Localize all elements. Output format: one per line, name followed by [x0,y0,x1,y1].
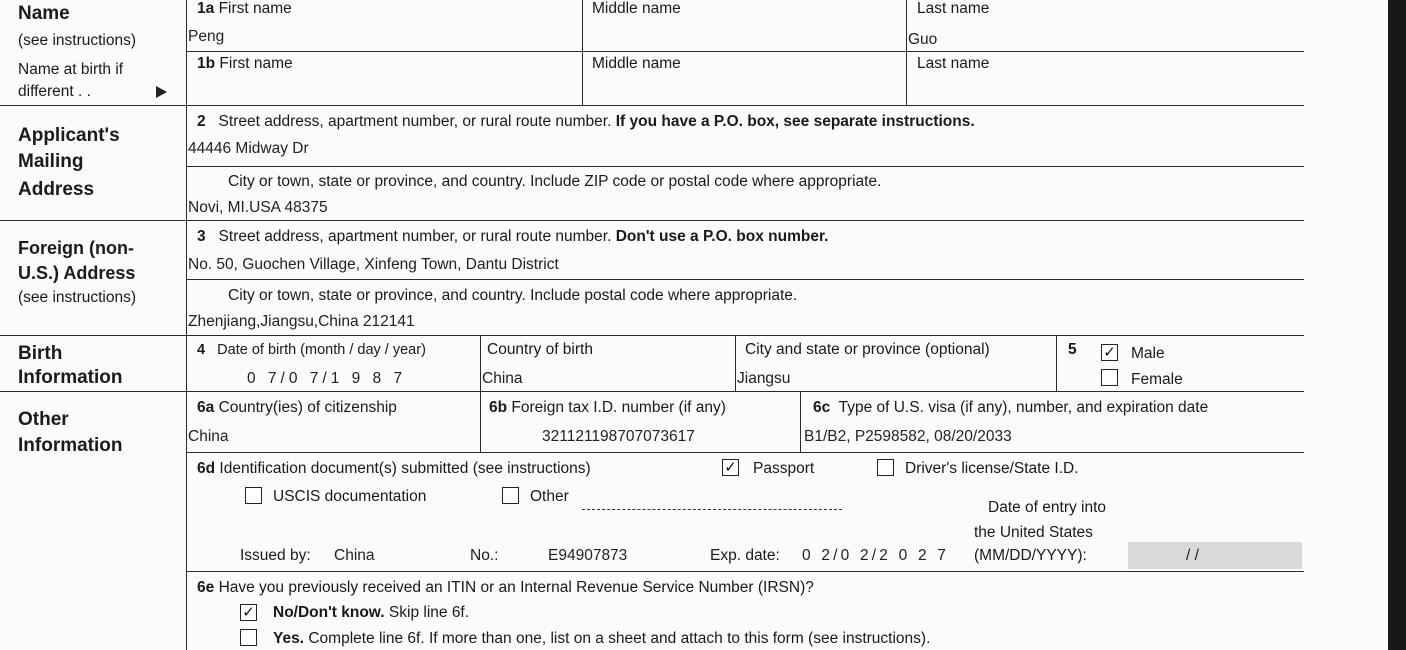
line-6a-label-text: Country(ies) of citizenship [218,399,397,416]
birth-name-heading-line1: Name at birth if [18,61,124,78]
foreign-heading-line2: U.S.) Address [18,263,136,283]
issued-by-field[interactable]: China [334,547,375,564]
entry-date-field[interactable] [1128,542,1302,569]
line-6e-label [197,579,814,597]
birth-name-heading-line2: different . . [18,83,91,100]
line-1b-first-label: First name [219,55,293,72]
line-6b-label [489,399,726,417]
line-2-number: 2 [197,113,206,130]
line-4-dob-label: Date of birth (month / day / year) [217,342,426,358]
rule-name-bottom [0,105,1304,106]
rule-line3-street [186,279,1304,280]
entry-date-value: / / [1186,547,1199,564]
rule-mailing-bottom [0,220,1304,221]
other-document-line[interactable] [582,509,842,510]
yes-checkbox[interactable] [240,629,257,646]
no-dont-know-checkbox[interactable]: ✓ [240,604,257,621]
line-6e-question: Have you previously received an ITIN or an Internal Revenue Service Number (IRSN)? [218,579,814,596]
line-6b-label-text: Foreign tax I.D. number (if any) [511,399,726,416]
uscis-checkbox[interactable] [245,487,262,504]
rule-1a-bottom [186,51,1304,52]
line-6c-label [813,399,1208,417]
line-4-label [197,341,426,359]
other-document-checkbox[interactable] [502,487,519,504]
line-6c-label-text: Type of U.S. visa (if any), number, and expiration date [838,399,1209,416]
line-6d-label [197,460,591,478]
name-section-heading: Name [18,3,70,24]
line-5-number: 5 [1068,341,1077,358]
mailing-street-field[interactable]: 44446 Midway Dr [188,140,309,157]
mailing-city-field[interactable]: Novi, MI.USA 48375 [188,199,328,216]
line-2-label [197,113,975,131]
line-2-city-label: City or town, state or province, and country. Include ZIP code or postal code where appropriate. [228,173,882,190]
entry-date-label-line3: (MM/DD/YYYY): [974,547,1087,564]
line-1b-label [197,55,293,73]
line-6b-number: 6b [489,399,508,416]
country-of-birth-field[interactable]: China [482,370,523,387]
expiration-date-field[interactable]: 0 2/0 2/2 0 2 7 [802,547,950,564]
birth-info-heading-line2: Information [18,367,123,388]
line-1a-middle-label: Middle name [592,0,681,17]
entry-date-label-line1: Date of entry into [988,499,1107,516]
divider-birth-city [735,335,736,391]
heading-column-divider [186,0,187,650]
line-1a-number: 1a [197,0,215,17]
line-6d-number: 6d [197,460,216,477]
other-info-heading-line2: Information [18,435,123,456]
country-of-birth-label: Country of birth [487,341,593,358]
divider-birth-sex [1056,335,1057,391]
other-document-label: Other [530,488,569,505]
line-2-label-bold: If you have a P.O. box, see separate instructions. [615,113,975,130]
document-number-label: No.: [470,547,499,564]
male-checkbox[interactable]: ✓ [1101,344,1118,361]
divider-name-last [906,0,907,105]
rule-birth-bottom [0,391,1304,392]
line-2-label-text: Street address, apartment number, or rural route number. [218,113,612,130]
rule-line2-street [186,166,1304,167]
line-3-label [197,228,828,246]
male-label: Male [1131,345,1165,362]
divider-name-middle [582,0,583,105]
divider-birth-country [480,335,481,452]
line-3-label-bold: Don't use a P.O. box number. [615,228,829,245]
birth-info-heading-line1: Birth [18,343,63,364]
rule-6abc-bottom [186,452,1304,453]
first-name-field[interactable]: Peng [188,28,225,45]
female-checkbox[interactable] [1101,369,1118,386]
foreign-heading-note: (see instructions) [18,289,137,306]
no-dont-know-label [273,604,469,622]
yes-text: Complete line 6f. If more than one, list on a sheet and attach to this form (see instructions). [308,630,931,647]
us-visa-field[interactable]: B1/B2, P2598582, 08/20/2033 [804,428,1012,445]
yes-label [273,630,930,648]
no-dont-know-bold: No/Don't know. [273,604,385,621]
rule-6d-bottom [186,571,1304,572]
drivers-license-label: Driver's license/State I.D. [905,460,1079,477]
line-3-number: 3 [197,228,206,245]
line-6a-number: 6a [197,399,215,416]
passport-label: Passport [753,460,815,477]
entry-date-label-line2: the United States [974,524,1093,541]
other-info-heading-line1: Other [18,409,69,430]
pointer-arrow-icon [156,86,167,98]
mailing-heading-line2: Mailing [18,151,84,172]
foreign-tax-id-field[interactable]: 321121198707073617 [542,428,695,445]
line-1b-number: 1b [197,55,216,72]
line-1a-last-label: Last name [917,0,990,17]
foreign-city-field[interactable]: Zhenjiang,Jiangsu,China 212141 [188,313,415,330]
line-6c-number: 6c [813,399,831,416]
last-name-field[interactable]: Guo [908,31,938,48]
line-6a-label [197,399,397,417]
line-3-label-text: Street address, apartment number, or rural route number. [218,228,612,245]
line-6d-label-text: Identification document(s) submitted (see instructions) [219,460,591,477]
drivers-license-checkbox[interactable] [877,459,894,476]
date-of-birth-field[interactable]: 0 7/0 7/1 9 8 7 [247,370,407,387]
line-3-city-label: City or town, state or province, and country. Include postal code where appropriate. [228,287,798,304]
line-1a-label [197,0,292,18]
foreign-heading-line1: Foreign (non- [18,238,134,258]
document-number-field[interactable]: E94907873 [548,547,628,564]
name-section-note: (see instructions) [18,32,137,49]
birth-city-field[interactable]: Jiangsu [737,370,791,387]
passport-checkbox[interactable]: ✓ [722,459,739,476]
birth-city-label: City and state or province (optional) [745,341,990,358]
line-1a-first-label: First name [218,0,292,17]
yes-bold: Yes. [273,630,305,647]
expiration-date-label: Exp. date: [710,547,780,564]
divider-6c [800,391,801,452]
rule-foreign-bottom [0,335,1304,336]
line-1b-middle-label: Middle name [592,55,681,72]
line-1b-last-label: Last name [917,55,990,72]
female-label: Female [1131,371,1183,388]
line-6e-number: 6e [197,579,215,596]
scan-border [1388,0,1406,650]
mailing-heading-line3: Address [18,179,95,200]
issued-by-label: Issued by: [240,547,311,564]
line-4-number: 4 [197,342,206,358]
mailing-heading-line1: Applicant's [18,125,120,146]
citizenship-field[interactable]: China [188,428,229,445]
foreign-street-field[interactable]: No. 50, Guochen Village, Xinfeng Town, Dantu District [188,256,559,273]
uscis-label: USCIS documentation [273,488,427,505]
no-dont-know-text: Skip line 6f. [388,604,470,621]
